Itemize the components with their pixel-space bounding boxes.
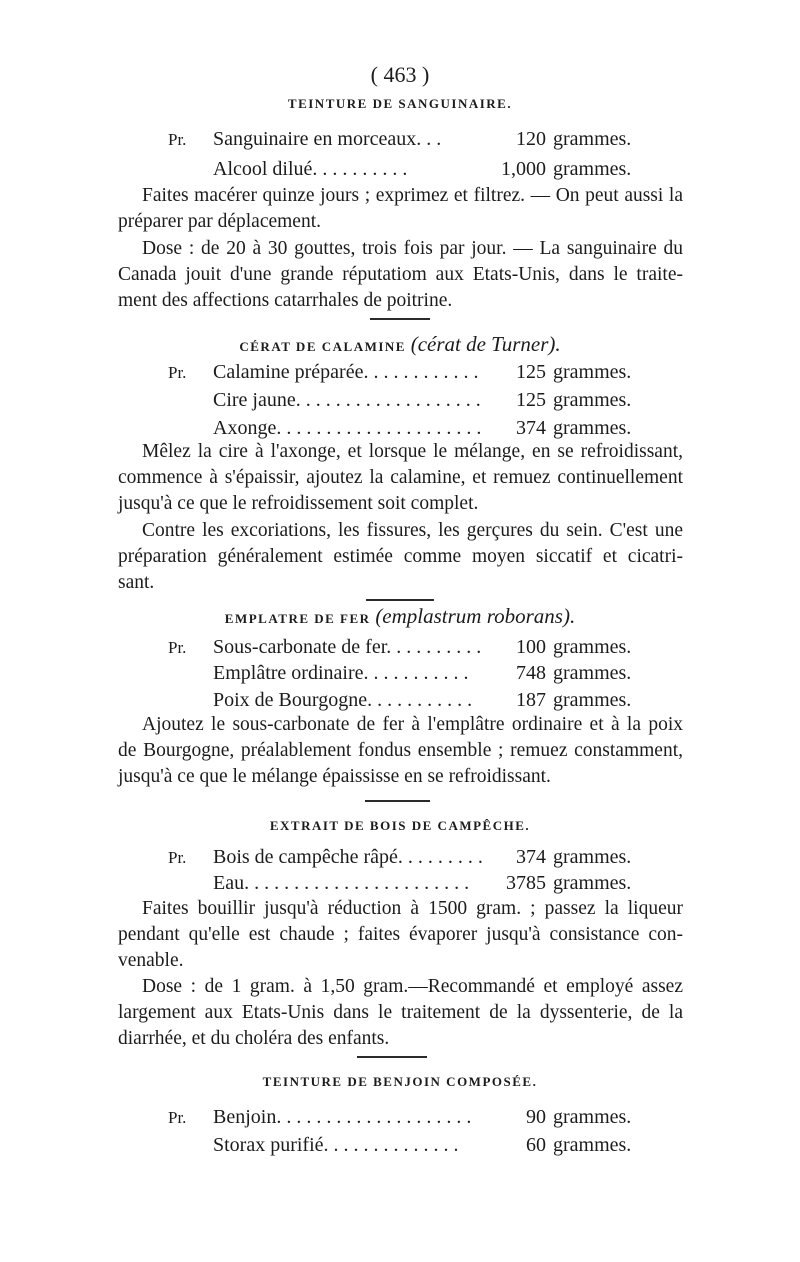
paragraph-line: pendant qu'elle est chaude ; faites évaporer jusqu'à consistance con- [118,924,683,945]
ingredient-row [0,389,800,415]
ingredient-quantity: 748 [516,662,546,684]
paragraph [118,183,683,235]
ingredient-unit: grammes. [553,872,632,894]
paragraph-line: Canada jouit d'une grande réputatiom aux Etats-Unis, dans le traite- [118,264,683,285]
paragraph-line: Dose : de 1 gram. à 1,50 gram.—Recommandé et employé assez [142,976,683,997]
paragraph-line: de Bourgogne, préalablement fondus ensemble ; remuez constamment, [118,740,683,761]
ingredient-quantity: 3785 [506,872,546,894]
paragraph-line: venable. [118,950,184,971]
section-divider [365,800,430,802]
ingredient-row [0,662,800,688]
ingredient-quantity: 90 [526,1106,546,1128]
section-title [120,604,680,629]
ingredient-name: Sanguinaire en morceaux. . . [213,128,442,150]
ingredient-row [0,128,800,154]
ingredient-name: Bois de campêche râpé. . . . . . . . . [213,846,483,868]
paragraph-line: diarrhée, et du choléra des enfants. [118,1028,390,1049]
prescription-prefix: Pr. [168,848,187,867]
ingredient-unit: grammes. [553,662,632,684]
section-divider [366,599,434,601]
paragraph [118,439,683,517]
ingredient-quantity: 120 [516,128,546,150]
paragraph [118,974,683,1052]
paragraph [118,712,683,790]
ingredient-quantity: 374 [516,846,546,868]
paragraph-line: ment des affections catarrhales de poitrine. [118,290,453,311]
section-title [120,332,680,357]
ingredient-quantity: 125 [516,361,546,383]
ingredient-unit: grammes. [553,846,632,868]
prescription-prefix: Pr. [168,363,187,382]
section-subtitle: (cérat de Turner). [410,332,561,356]
section-title-text: EXTRAIT DE BOIS DE CAMPÊCHE. [269,818,531,833]
paragraph-line: largement aux Etats-Unis dans le traitement de la dyssenterie, de la [118,1002,683,1023]
ingredient-row [0,1106,800,1132]
paragraph-line: jusqu'à ce que le refroidissement soit complet. [118,493,479,514]
paragraph-line: Faites bouillir jusqu'à réduction à 1500 gram. ; passez la liqueur [142,898,683,919]
section-divider [370,318,430,320]
ingredient-unit: grammes. [553,689,632,711]
ingredient-name: Emplâtre ordinaire. . . . . . . . . . . [213,662,469,684]
ingredient-unit: grammes. [553,417,632,439]
ingredient-unit: grammes. [553,1134,632,1156]
paragraph-line: jusqu'à ce que le mélange épaississe en se refroidissant. [118,766,551,787]
section-title [120,96,680,112]
paragraph [118,518,683,596]
ingredient-name: Alcool dilué. . . . . . . . . . [213,158,408,180]
section-title-text: EMPLATRE DE FER [224,611,371,626]
ingredient-quantity: 100 [516,636,546,658]
ingredient-unit: grammes. [553,361,632,383]
ingredient-name: Poix de Bourgogne. . . . . . . . . . . [213,689,473,711]
ingredient-row [0,1134,800,1160]
paragraph-line: Ajoutez le sous-carbonate de fer à l'emplâtre ordinaire et à la poix [142,714,683,735]
ingredient-quantity: 125 [516,389,546,411]
paragraph-line: Dose : de 20 à 30 gouttes, trois fois par jour. — La sanguinaire du [142,238,683,259]
section-title-text: TEINTURE DE BENJOIN COMPOSÉE. [262,1074,538,1089]
section-title [120,1074,680,1090]
paragraph-line: commence à s'épaissir, ajoutez la calamine, et remuez continuellement [118,467,683,488]
paragraph [118,236,683,314]
paragraph [118,896,683,974]
ingredient-unit: grammes. [553,1106,632,1128]
ingredient-name: Storax purifié. . . . . . . . . . . . . . [213,1134,459,1156]
ingredient-unit: grammes. [553,636,632,658]
prescription-prefix: Pr. [168,130,187,149]
section-title [120,818,680,834]
ingredient-quantity: 187 [516,689,546,711]
prescription-prefix: Pr. [168,638,187,657]
ingredient-quantity: 1,000 [501,158,546,180]
prescription-prefix: Pr. [168,1108,187,1127]
section-title-text: TEINTURE DE SANGUINAIRE. [287,96,513,111]
paragraph-line: préparer par déplacement. [118,211,321,232]
ingredient-row [0,158,800,184]
section-divider [357,1056,427,1058]
ingredient-row [0,361,800,387]
ingredient-name: Benjoin. . . . . . . . . . . . . . . . . . . . [213,1106,472,1128]
ingredient-name: Eau. . . . . . . . . . . . . . . . . . . . . . . [213,872,470,894]
paragraph-line: préparation généralement estimée comme moyen siccatif et cicatri- [118,546,683,567]
section-subtitle: (emplastrum roborans). [375,604,576,628]
paragraph-line: Contre les excoriations, les fissures, les gerçures du sein. C'est une [142,520,683,541]
ingredient-name: Calamine préparée. . . . . . . . . . . . [213,361,479,383]
ingredient-row [0,846,800,872]
ingredient-row [0,636,800,662]
ingredient-name: Sous-carbonate de fer. . . . . . . . . . [213,636,482,658]
paragraph-line: sant. [118,572,155,593]
ingredient-row [0,872,800,898]
section-title-text: CÉRAT DE CALAMINE [239,339,406,354]
ingredient-quantity: 374 [516,417,546,439]
ingredient-quantity: 60 [526,1134,546,1156]
paragraph-line: Mêlez la cire à l'axonge, et lorsque le mélange, en se refroidissant, [142,441,683,462]
ingredient-unit: grammes. [553,389,632,411]
page-number: ( 463 ) [370,62,430,87]
ingredient-name: Axonge. . . . . . . . . . . . . . . . . . . . . [213,417,482,439]
ingredient-unit: grammes. [553,128,632,150]
ingredient-name: Cire jaune. . . . . . . . . . . . . . . . . . . [213,389,481,411]
ingredient-unit: grammes. [553,158,632,180]
paragraph-line: Faites macérer quinze jours ; exprimez et filtrez. — On peut aussi la [142,185,683,206]
